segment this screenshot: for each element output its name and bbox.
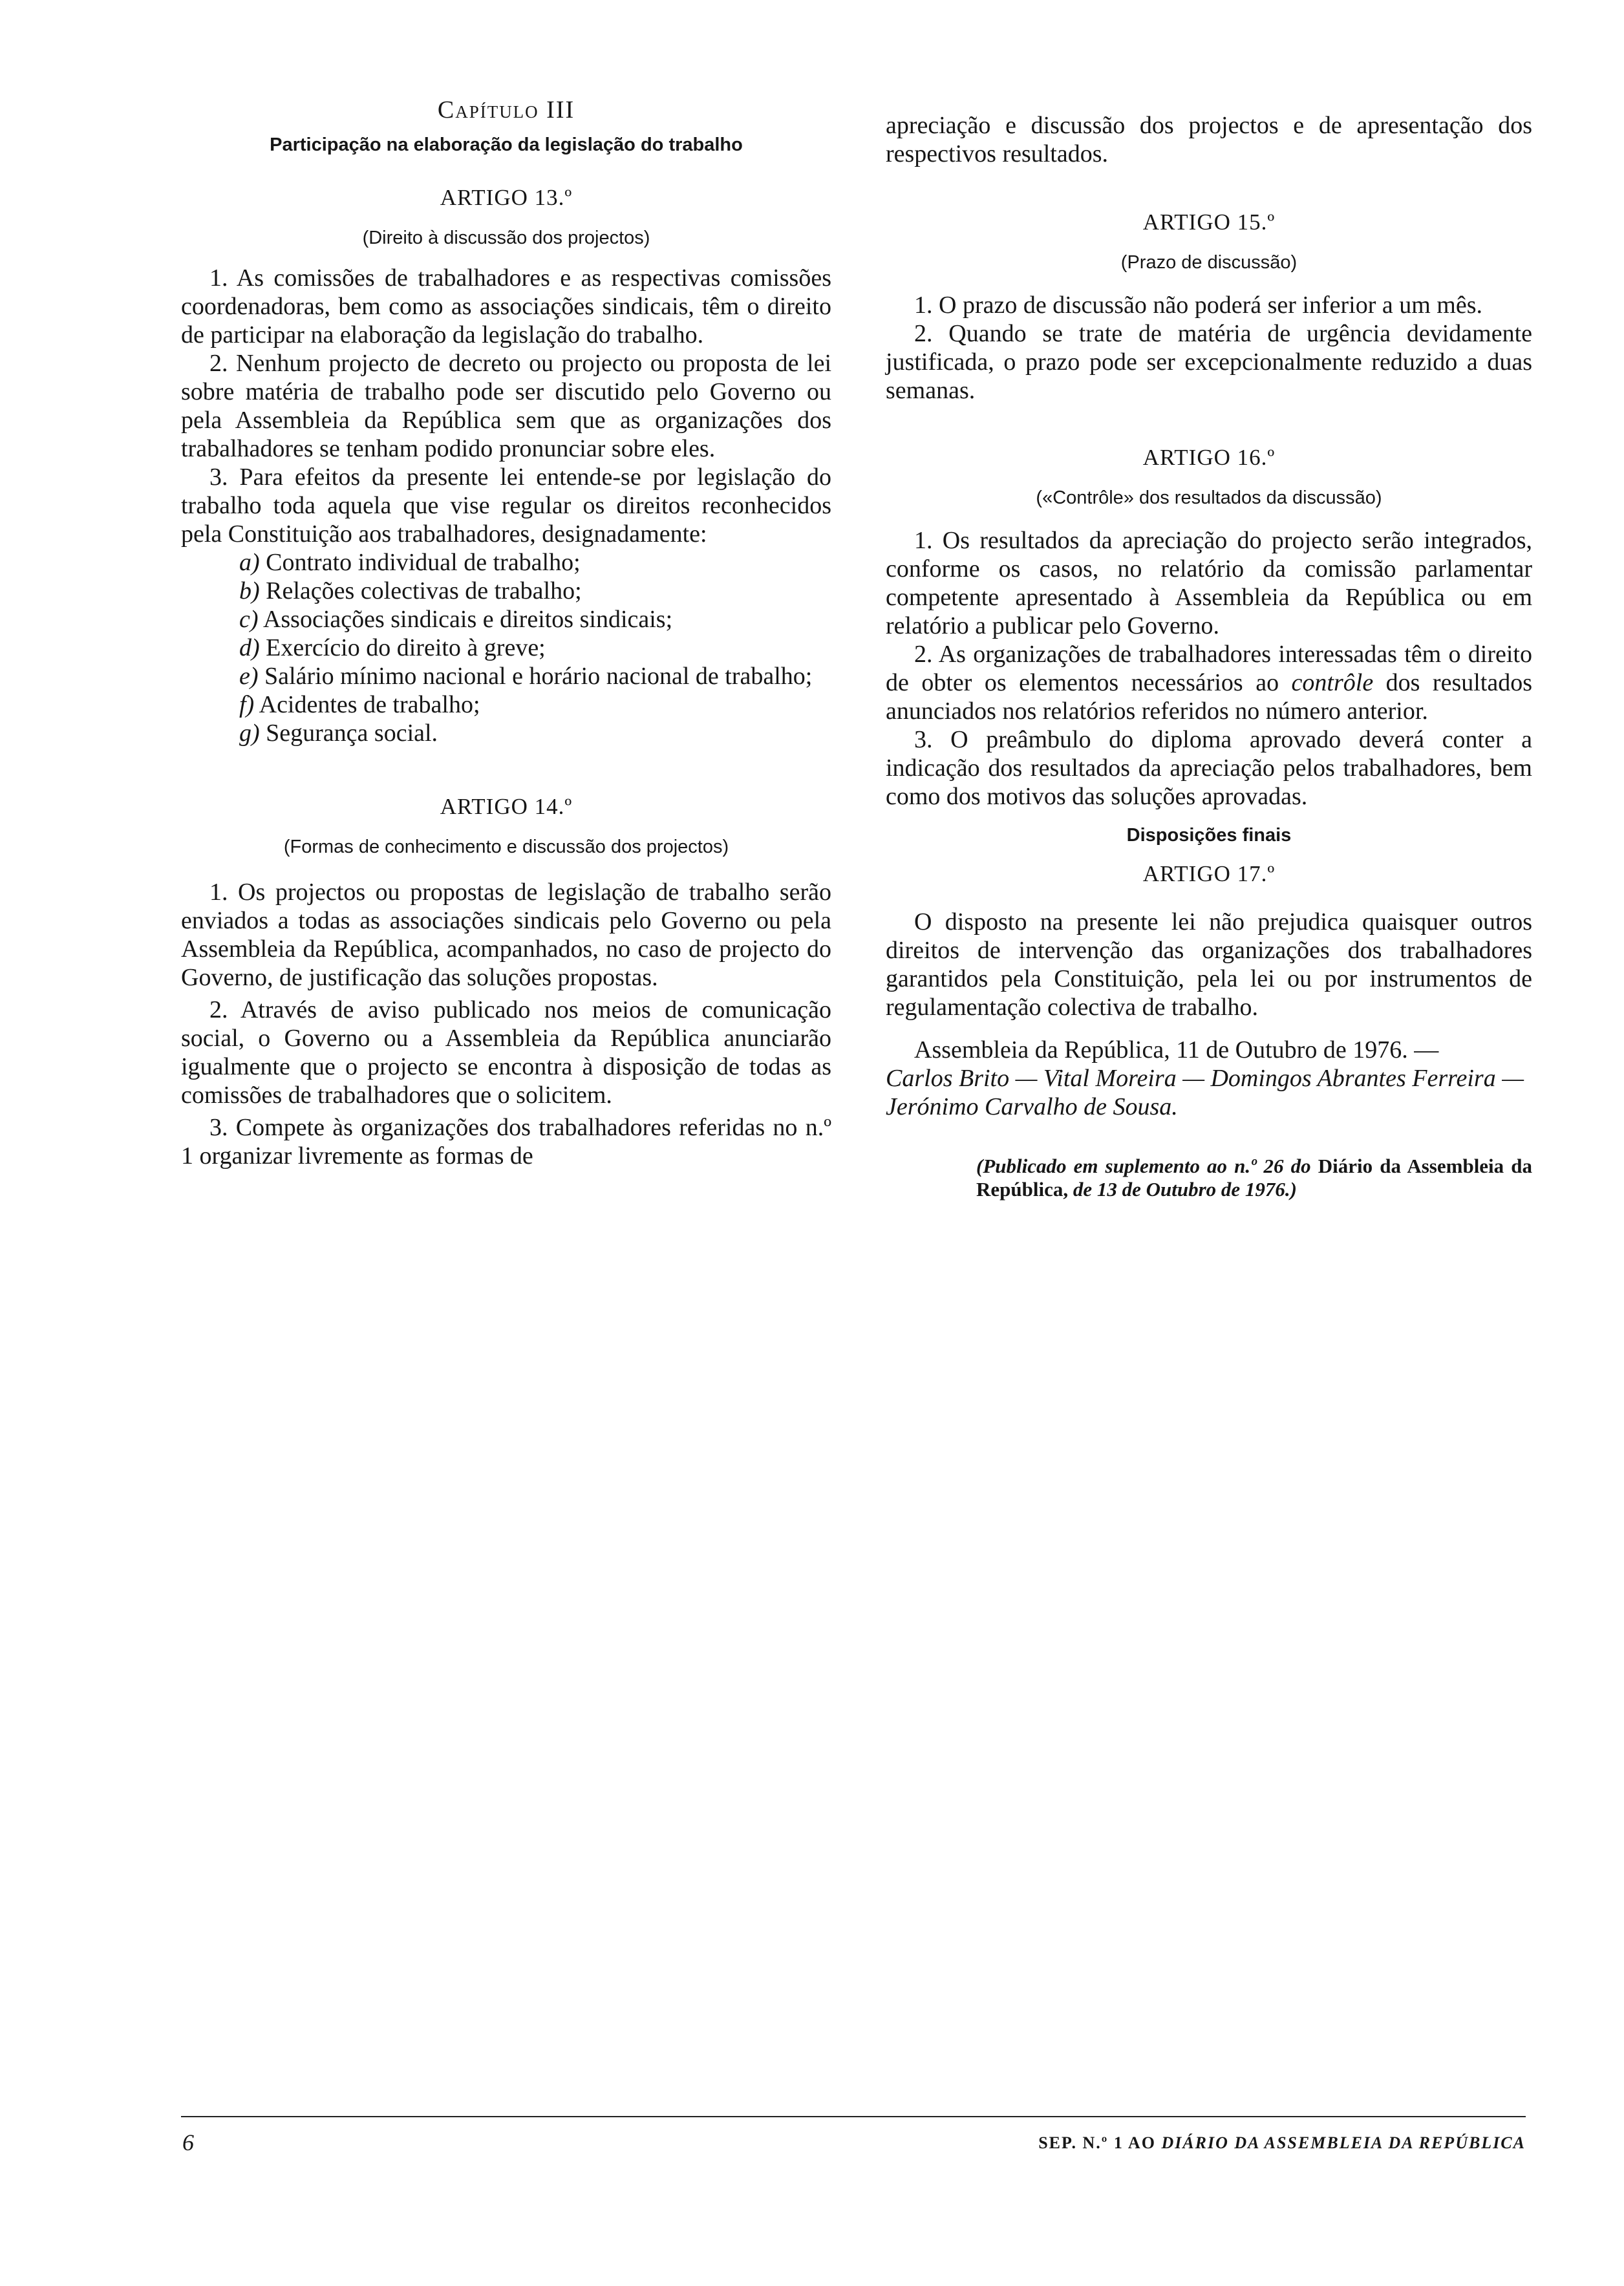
article-13-paragraph-3: 3. Para efeitos da presente lei entende-se por legislação do trabalho toda aquela que vise regular os direitos reconhecidos pela Constituição aos trabalhadores, designadamente: bbox=[181, 464, 831, 548]
list-item: d) Exercício do direito à greve; bbox=[239, 634, 546, 661]
article-14-heading: ARTIGO 14.º bbox=[440, 794, 573, 819]
publication-note: (Publicado em suplemento ao n.º 26 do Diário da Assembleia da República, de 13 de Outubro de 1976.) bbox=[976, 1155, 1533, 1201]
article-13-paragraph-2: 2. Nenhum projecto de decreto ou projecto ou proposta de lei sobre matéria de trabalho pode ser discutido pelo Governo ou pela Assembleia da República sem que as organizações dos trabalhadores se tenham podido pronunciar sobre eles. bbox=[181, 350, 831, 462]
list-item: g) Segurança social. bbox=[239, 720, 438, 747]
final-provisions-title: Disposições finais bbox=[1126, 825, 1292, 846]
article-13-heading: ARTIGO 13.º bbox=[440, 185, 573, 210]
continuation-paragraph: apreciação e discussão dos projectos e de apresentação dos respectivos resultados. bbox=[886, 112, 1532, 167]
chapter-heading: Capítulo III bbox=[437, 96, 575, 123]
list-item: c) Associações sindicais e direitos sindicais; bbox=[239, 606, 673, 633]
article-16-paragraph-2: 2. As organizações de trabalhadores interessadas têm o direito de obter os elementos necessários ao contrôle dos resultados anunciados nos relatórios referidos no número anterior. bbox=[886, 641, 1533, 725]
article-14-subtitle: (Formas de conhecimento e discussão dos projectos) bbox=[283, 837, 729, 857]
article-14-paragraph-3: 3. Compete às organizações dos trabalhadores referidas no n.º 1 organizar livremente as formas de bbox=[181, 1114, 831, 1170]
article-16-paragraph-1: 1. Os resultados da apreciação do projecto serão integrados, conforme os casos, no relatório da comissão parlamentar competente apresentado à Assembleia da República ou em relatório a publicar pelo Governo. bbox=[886, 527, 1532, 639]
list-item: e) Salário mínimo nacional e horário nacional de trabalho; bbox=[239, 663, 813, 690]
left-column bbox=[181, 96, 831, 1170]
article-17-paragraph-1: O disposto na presente lei não prejudica quaisquer outros direitos de intervenção das organizações dos trabalhadores garantidos pela Constituição, pela lei ou por instrumentos de regulamentação colectiva de trabalho. bbox=[886, 908, 1532, 1021]
footer-divider bbox=[181, 2116, 1526, 2117]
article-15-heading: ARTIGO 15.º bbox=[1142, 209, 1276, 235]
right-column bbox=[886, 111, 1532, 1201]
article-13-subtitle: (Direito à discussão dos projectos) bbox=[362, 228, 650, 248]
article-13-list bbox=[239, 548, 831, 747]
article-14-paragraph-2: 2. Através de aviso publicado nos meios de comunicação social, o Governo ou a Assembleia da República anunciarão igualmente que o projecto se encontra à disposição de todas as comissões de trabalhadores que o solicitem. bbox=[181, 996, 831, 1109]
italic-term: contrôle bbox=[1291, 669, 1374, 696]
running-footer: SEP. N.º 1 AO DIÁRIO DA ASSEMBLEIA DA REPÚBLICA bbox=[1038, 2133, 1526, 2152]
article-15-paragraph-1: 1. O prazo de discussão não poderá ser inferior a um mês. bbox=[914, 292, 1482, 319]
article-16-heading: ARTIGO 16.º bbox=[1142, 445, 1276, 470]
article-16-subtitle: («Contrôle» dos resultados da discussão) bbox=[1036, 487, 1382, 508]
signature-names: Carlos Brito — Vital Moreira — Domingos Abrantes Ferreira — Jerónimo Carvalho de Sousa. bbox=[886, 1065, 1524, 1120]
article-17-heading: ARTIGO 17.º bbox=[1142, 861, 1276, 886]
article-15-paragraph-2: 2. Quando se trate de matéria de urgência devidamente justificada, o prazo pode ser excepcionalmente reduzido a duas semanas. bbox=[886, 320, 1532, 404]
page-number: 6 bbox=[182, 2130, 194, 2155]
article-13-paragraph-1: 1. As comissões de trabalhadores e as respectivas comissões coordenadoras, bem como as associações sindicais, têm o direito de participar na elaboração da legislação do trabalho. bbox=[181, 264, 831, 348]
list-item: a) Contrato individual de trabalho; bbox=[239, 549, 581, 576]
article-14-paragraph-1: 1. Os projectos ou propostas de legislação de trabalho serão enviados a todas as associações sindicais pelo Governo ou pela Assembleia da República, acompanhados, no caso de projecto do Governo, de justificação das soluções propostas. bbox=[181, 879, 831, 991]
article-16-paragraph-3: 3. O preâmbulo do diploma aprovado deverá conter a indicação dos resultados da apreciação pelos trabalhadores, bem como dos motivos das soluções aprovadas. bbox=[886, 726, 1532, 810]
article-15-subtitle: (Prazo de discussão) bbox=[1120, 252, 1298, 273]
signature-line: Assembleia da República, 11 de Outubro de 1976. — bbox=[914, 1036, 1439, 1063]
list-item: f) Acidentes de trabalho; bbox=[239, 691, 480, 718]
chapter-title: Participação na elaboração da legislação do trabalho bbox=[270, 134, 743, 155]
signature-block bbox=[886, 1036, 1532, 1121]
list-item: b) Relações colectivas de trabalho; bbox=[239, 577, 582, 604]
